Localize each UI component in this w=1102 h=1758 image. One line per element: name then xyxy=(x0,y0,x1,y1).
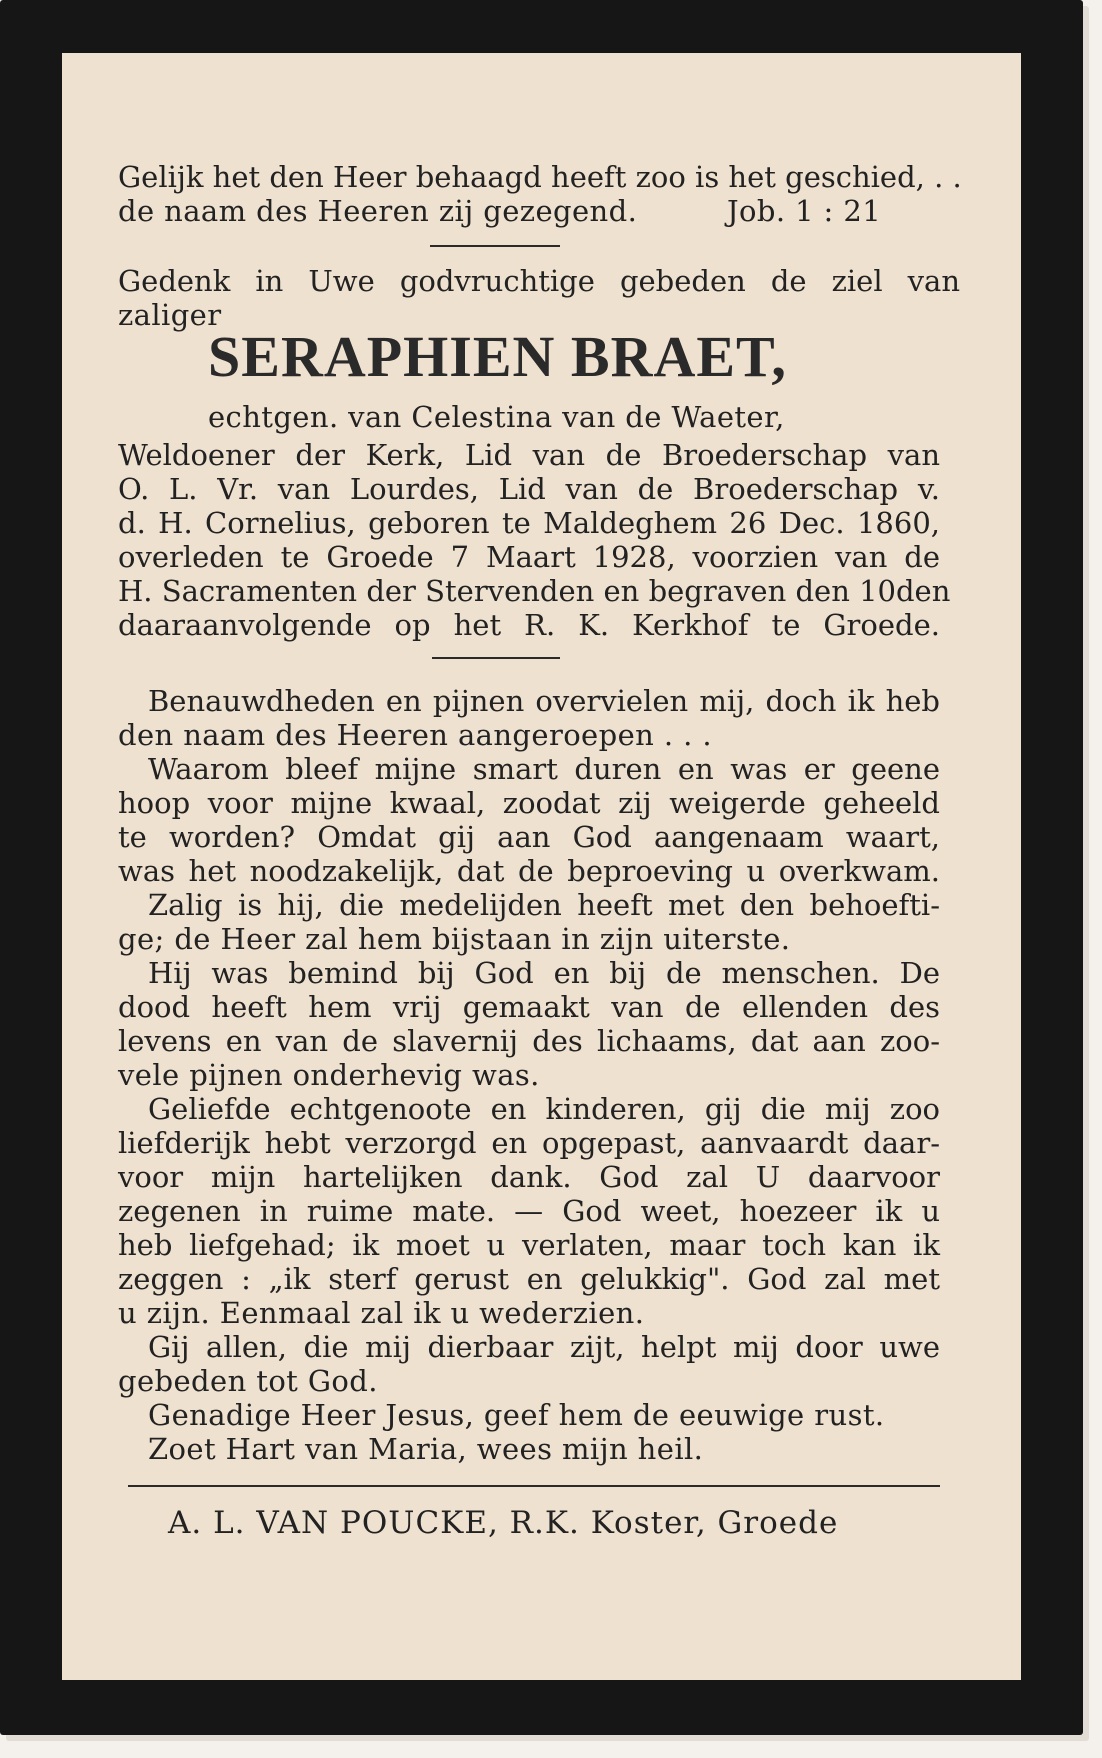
reflection-line: vele pijnen onderhevig was. xyxy=(118,1058,540,1092)
reflection-line: was het noodzakelijk, dat de beproeving u overkwam. xyxy=(118,854,940,888)
reflection-line: Geliefde echtgenoote en kinderen, gij die mij zoo xyxy=(148,1092,940,1126)
biography-line: Weldoener der Kerk, Lid van de Broederschap van xyxy=(118,438,940,472)
quote-line-2: de naam des Heeren zij gezegend. xyxy=(118,194,638,228)
reflection-line: Waarom bleef mijne smart duren en was er geene xyxy=(148,752,940,786)
printer-imprint: A. L. VAN POUCKE, R.K. Koster, Groede xyxy=(168,1505,839,1541)
reflection-line: Gij allen, die mij dierbaar zijt, helpt mij door uwe xyxy=(148,1330,940,1364)
reflection-line: u zijn. Eenmaal zal ik u wederzien. xyxy=(118,1296,645,1330)
divider-short xyxy=(430,245,560,247)
biography-line: d. H. Cornelius, geboren te Maldeghem 26 Dec. 1860, xyxy=(118,506,940,540)
reflection-line: levens en van de slavernij des lichaams, dat aan zoo- xyxy=(118,1024,940,1058)
biography-line: H. Sacramenten der Stervenden en begraven den 10den xyxy=(118,574,951,608)
biography-line: overleden te Groede 7 Maart 1928, voorzien van de xyxy=(118,540,940,574)
reflection-line: hoop voor mijne kwaal, zoodat zij weigerde geheeld xyxy=(118,786,940,820)
memorial-card xyxy=(62,53,1021,1680)
reflection-line: zegenen in ruime mate. — God weet, hoezeer ik u xyxy=(118,1194,940,1228)
quote-line-1: Gelijk het den Heer behaagd heeft zoo is het geschied, . . xyxy=(118,160,962,194)
divider-short xyxy=(432,657,560,659)
deceased-name: SERAPHIEN BRAET, xyxy=(208,324,787,389)
intro-line-1: Gedenk in Uwe godvruchtige gebeden de ziel van xyxy=(118,264,960,298)
reflection-line: heb liefgehad; ik moet u verlaten, maar toch kan ik xyxy=(118,1228,940,1262)
reflection-line: Hij was bemind bij God en bij de menschen. De xyxy=(148,956,940,990)
reflection-line: voor mijn hartelijken dank. God zal U daarvoor xyxy=(118,1160,940,1194)
reflection-line: liefderijk hebt verzorgd en opgepast, aanvaardt daar- xyxy=(118,1126,940,1160)
reflection-line: ge; de Heer zal hem bijstaan in zijn uiterste. xyxy=(118,922,791,956)
biography-line: O. L. Vr. van Lourdes, Lid van de Broederschap v. xyxy=(118,472,940,506)
reflection-line: te worden? Omdat gij aan God aangenaam waart, xyxy=(118,820,940,854)
reflection-line: Benauwdheden en pijnen overvielen mij, doch ik heb xyxy=(148,684,940,718)
quote-reference: Job. 1 : 21 xyxy=(727,194,882,228)
reflection-line: zeggen : „ik sterf gerust en gelukkig". God zal met xyxy=(118,1262,940,1296)
divider-long xyxy=(128,1485,940,1487)
reflection-line: Zoet Hart van Maria, wees mijn heil. xyxy=(148,1432,704,1466)
reflection-line: den naam des Heeren aangeroepen . . . xyxy=(118,718,712,752)
spouse-line: echtgen. van Celestina van de Waeter, xyxy=(208,400,785,434)
biography-line: daaraanvolgende op het R. K. Kerkhof te Groede. xyxy=(118,608,940,642)
reflection-line: dood heeft hem vrij gemaakt van de ellenden des xyxy=(118,990,940,1024)
reflection-line: gebeden tot God. xyxy=(118,1364,378,1398)
reflection-line: Zalig is hij, die medelijden heeft met den behoefti- xyxy=(148,888,940,922)
reflection-line: Genadige Heer Jesus, geef hem de eeuwige rust. xyxy=(148,1398,885,1432)
intro-line-2: zaliger xyxy=(118,298,222,332)
